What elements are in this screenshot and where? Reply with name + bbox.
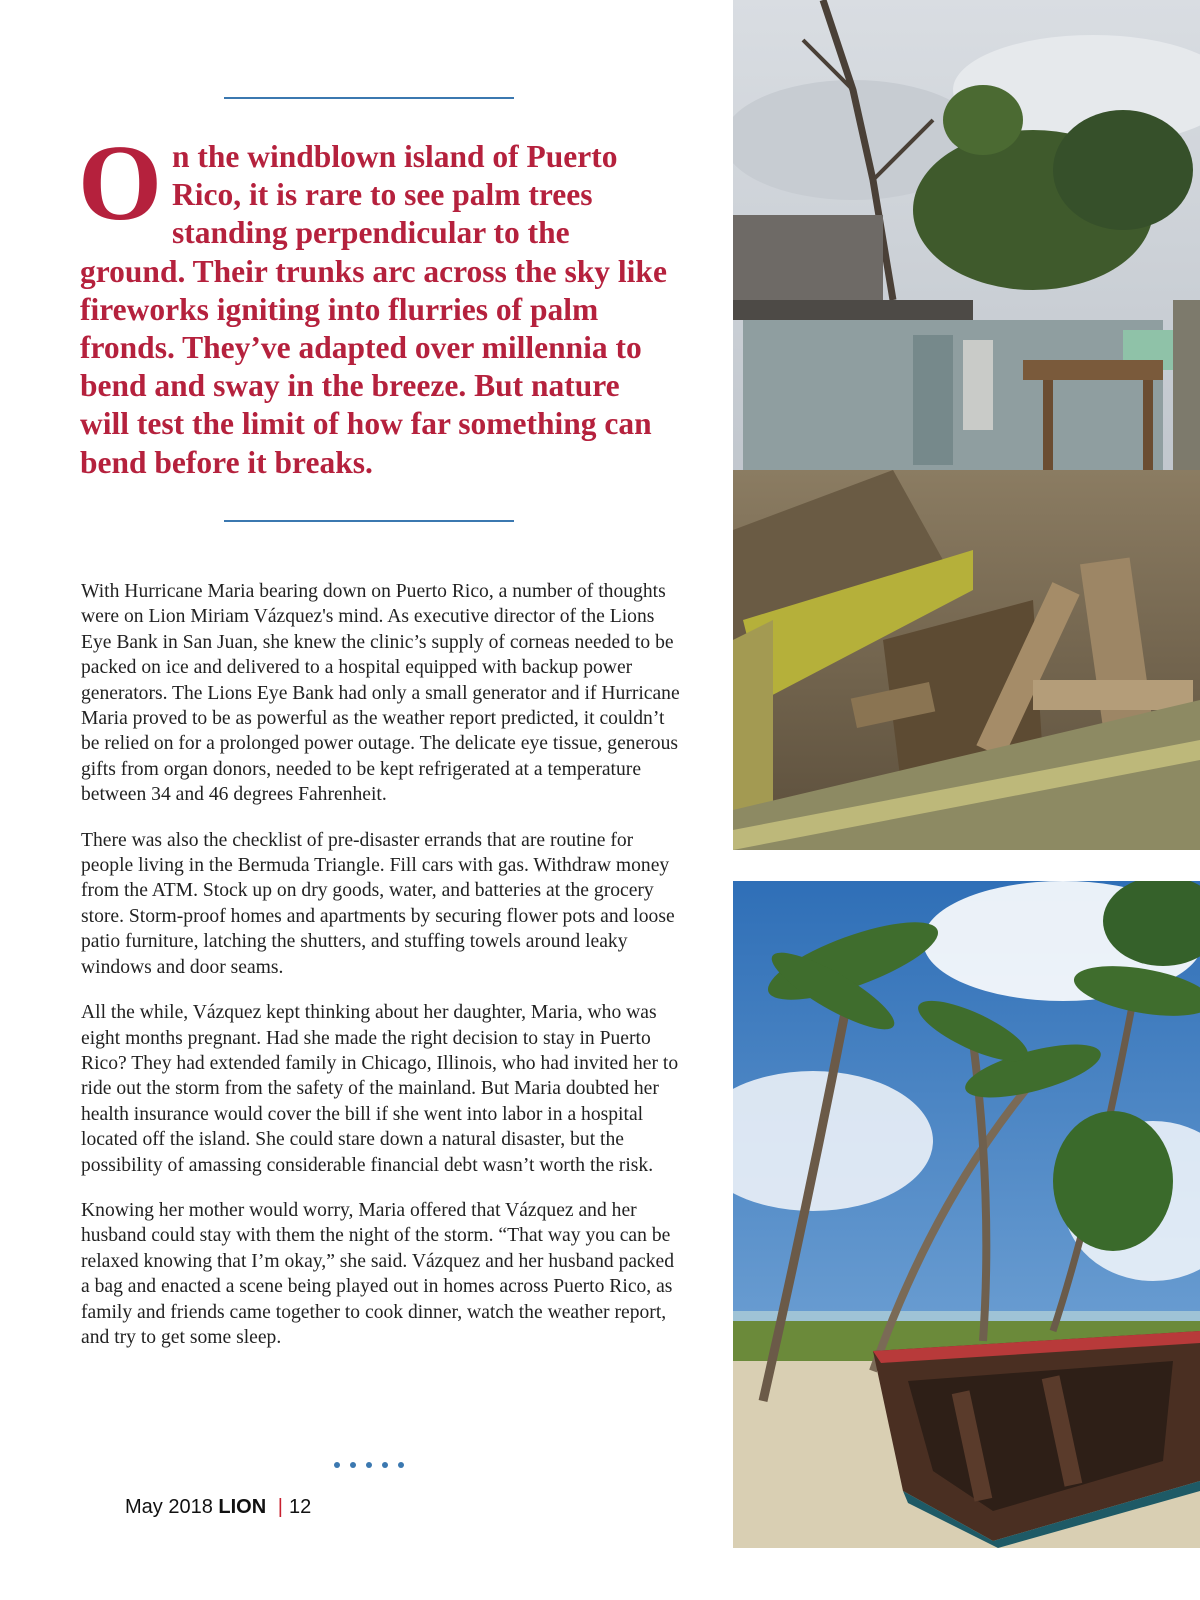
photo-damaged-house	[733, 0, 1200, 850]
footer-separator: |	[277, 1496, 283, 1518]
palm-beach-image	[733, 881, 1200, 1548]
dot-ornament	[382, 1462, 388, 1468]
magazine-name: LION	[218, 1496, 267, 1518]
lede-text: n the windblown island of Puerto Rico, it is rare to see palm trees standing perpendicular to the ground. Their trunks arc across the sky like fireworks igniting into flurries of palm fronds. They’ve adapted over millennia to bend and sway in the breeze. But nature will test the limit of how far something can bend before it breaks.	[80, 139, 667, 480]
body-paragraph-1: With Hurricane Maria bearing down on Puerto Rico, a number of thoughts were on Lion Miriam Vázquez's mind. As executive director of the Lions Eye Bank in San Juan, she knew the clinic’s supply of corneas needed to be packed on ice and delivered to a hospital equipped with backup power generators. The Lions Eye Bank had only a small generator and if Hurricane Maria proved to be as powerful as the weather report predicted, it couldn’t be relied on for a prolonged power outage. The delicate eye tissue, generous gifts from organ donors, needed to be kept refrigerated at a temperature between 34 and 46 degrees Fahrenheit.	[81, 581, 680, 806]
article-body	[81, 579, 681, 1370]
drop-cap: O	[78, 124, 163, 243]
body-paragraph-4: Knowing her mother would worry, Maria offered that Vázquez and her husband could stay with them the night of the storm. “That way you can be relaxed knowing that I’m okay,” she said. Vázquez and her husband packed a bag and enacted a scene being played out in homes across Puerto Rico, as family and friends came together to cook dinner, watch the weather report, and try to get some sleep.	[81, 1199, 675, 1348]
dot-ornament	[334, 1462, 340, 1468]
photo-palm-beach	[733, 881, 1200, 1548]
bottom-divider-rule	[224, 520, 514, 522]
page-number: 12	[288, 1496, 312, 1518]
body-paragraph-2: There was also the checklist of pre-disaster errands that are routine for people living in the Bermuda Triangle. Fill cars with gas. Withdraw money from the ATM. Stock up on dry goods, water, and batteries at the grocery store. Storm-proof homes and apartments by securing flower pots and loose patio furniture, latching the shutters, and stuffing towels around leaky windows and door seams.	[81, 829, 675, 978]
page-footer	[125, 1496, 311, 1519]
dot-ornament	[350, 1462, 356, 1468]
damaged-house-image	[733, 0, 1200, 850]
issue-date: May 2018	[125, 1496, 213, 1518]
body-paragraph-3: All the while, Vázquez kept thinking about her daughter, Maria, who was eight months pregnant. Had she made the right decision to stay in Puerto Rico? They had extended family in Chicago, Illinois, who had invited her to ride out the storm from the safety of the mainland. But Maria doubted her health insurance would cover the bill if she went into labor in a hospital located off the island. She could stare down a natural disaster, but the possibility of amassing considerable financial debt wasn’t worth the risk.	[81, 1002, 679, 1176]
dot-ornament	[398, 1462, 404, 1468]
top-divider-rule	[224, 97, 514, 99]
section-end-dots	[334, 1462, 424, 1472]
dot-ornament	[366, 1462, 372, 1468]
lede-paragraph	[78, 124, 670, 482]
